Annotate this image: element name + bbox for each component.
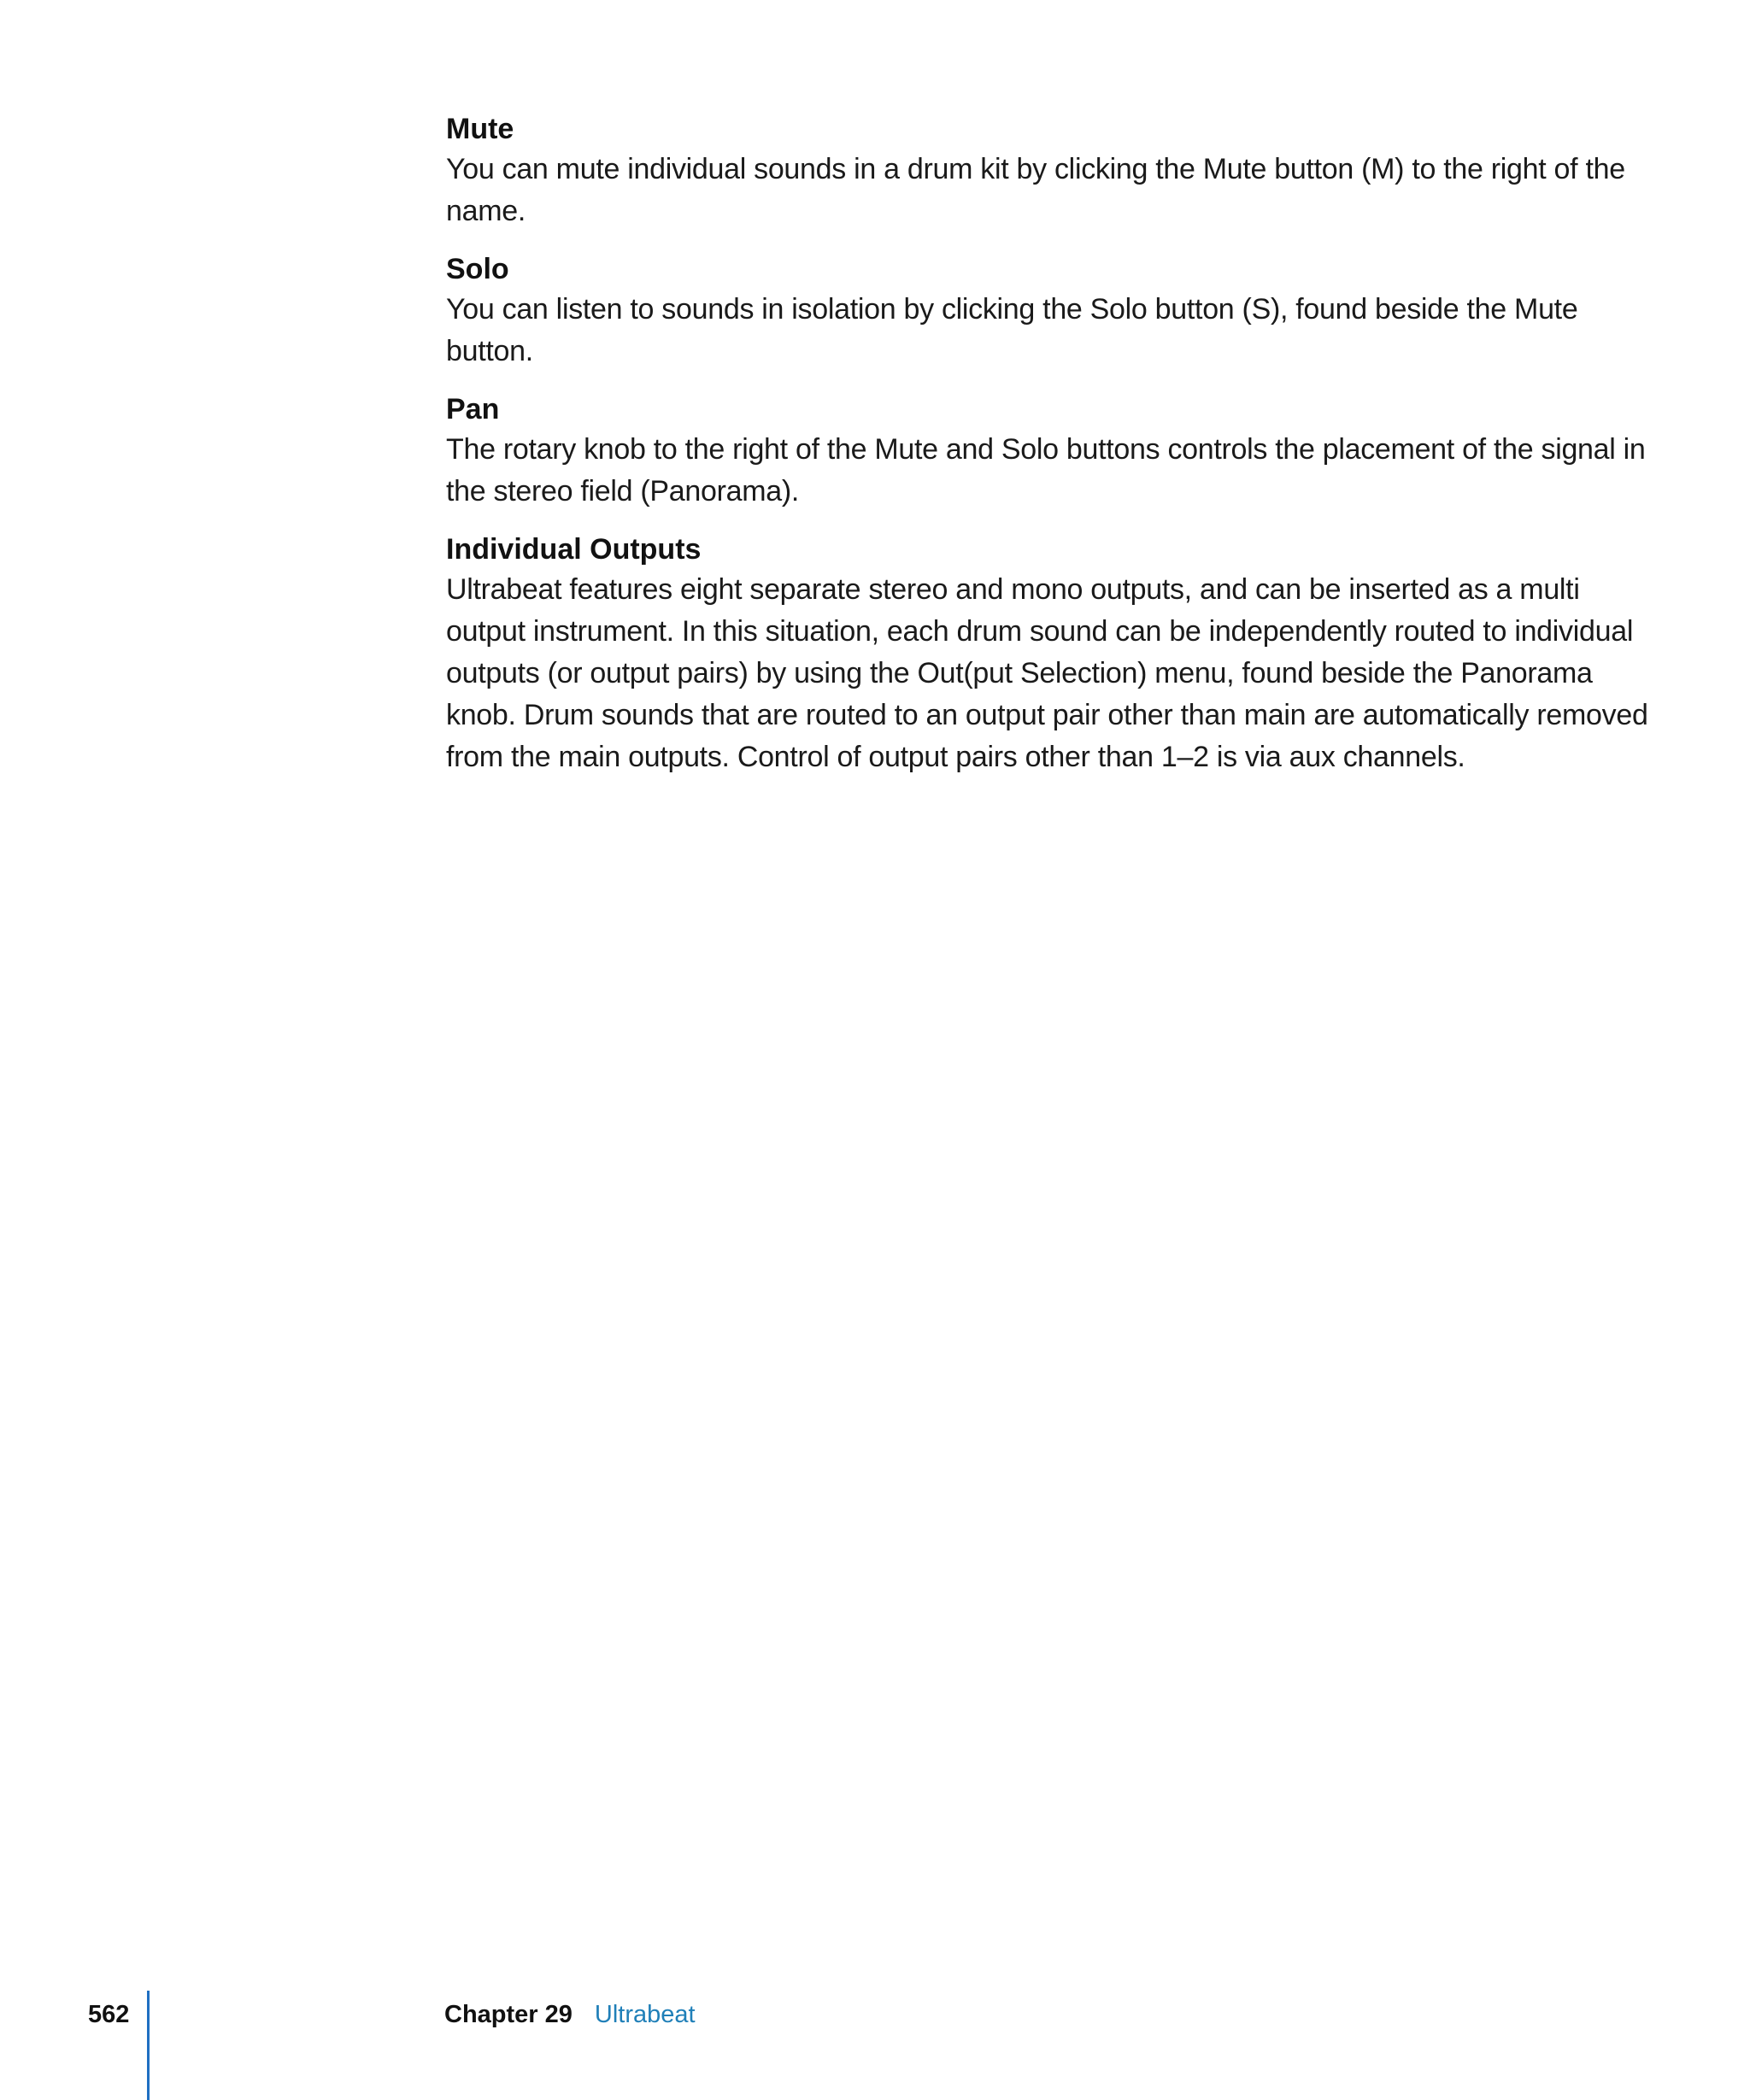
footer-chapter <box>444 1997 696 2032</box>
section-heading: Mute <box>446 113 514 145</box>
page-content <box>446 109 1659 795</box>
section-body: The rotary knob to the right of the Mute and Solo buttons controls the placement of the signal in the stereo field (Panorama). <box>446 433 1646 507</box>
section-body: You can mute individual sounds in a drum kit by clicking the Mute button (M) to the right of the name. <box>446 153 1625 227</box>
section-heading: Solo <box>446 253 509 285</box>
section-heading: Pan <box>446 393 500 425</box>
section-body: You can listen to sounds in isolation by clicking the Solo button (S), found beside the Mute button. <box>446 293 1578 367</box>
chapter-title: Ultrabeat <box>594 2001 696 2028</box>
chapter-label: Chapter 29 <box>444 2001 573 2028</box>
footer-divider <box>147 1991 150 2100</box>
section-solo <box>446 249 1659 372</box>
section-mute <box>446 109 1659 232</box>
section-body: Ultrabeat features eight separate stereo and mono outputs, and can be inserted as a multi output instrument. In this situation, each drum sound can be independently routed to individual outputs (or output pairs) by using the Out(put Selection) menu, found beside the Panorama knob. Drum sounds that are routed to an output pair other than main are automatically removed from the main outputs. Control of output pairs other than 1–2 is via aux channels. <box>446 573 1648 773</box>
section-pan <box>446 390 1659 513</box>
section-individual-outputs <box>446 530 1659 778</box>
section-heading: Individual Outputs <box>446 533 702 566</box>
page-number: 562 <box>88 2001 130 2028</box>
